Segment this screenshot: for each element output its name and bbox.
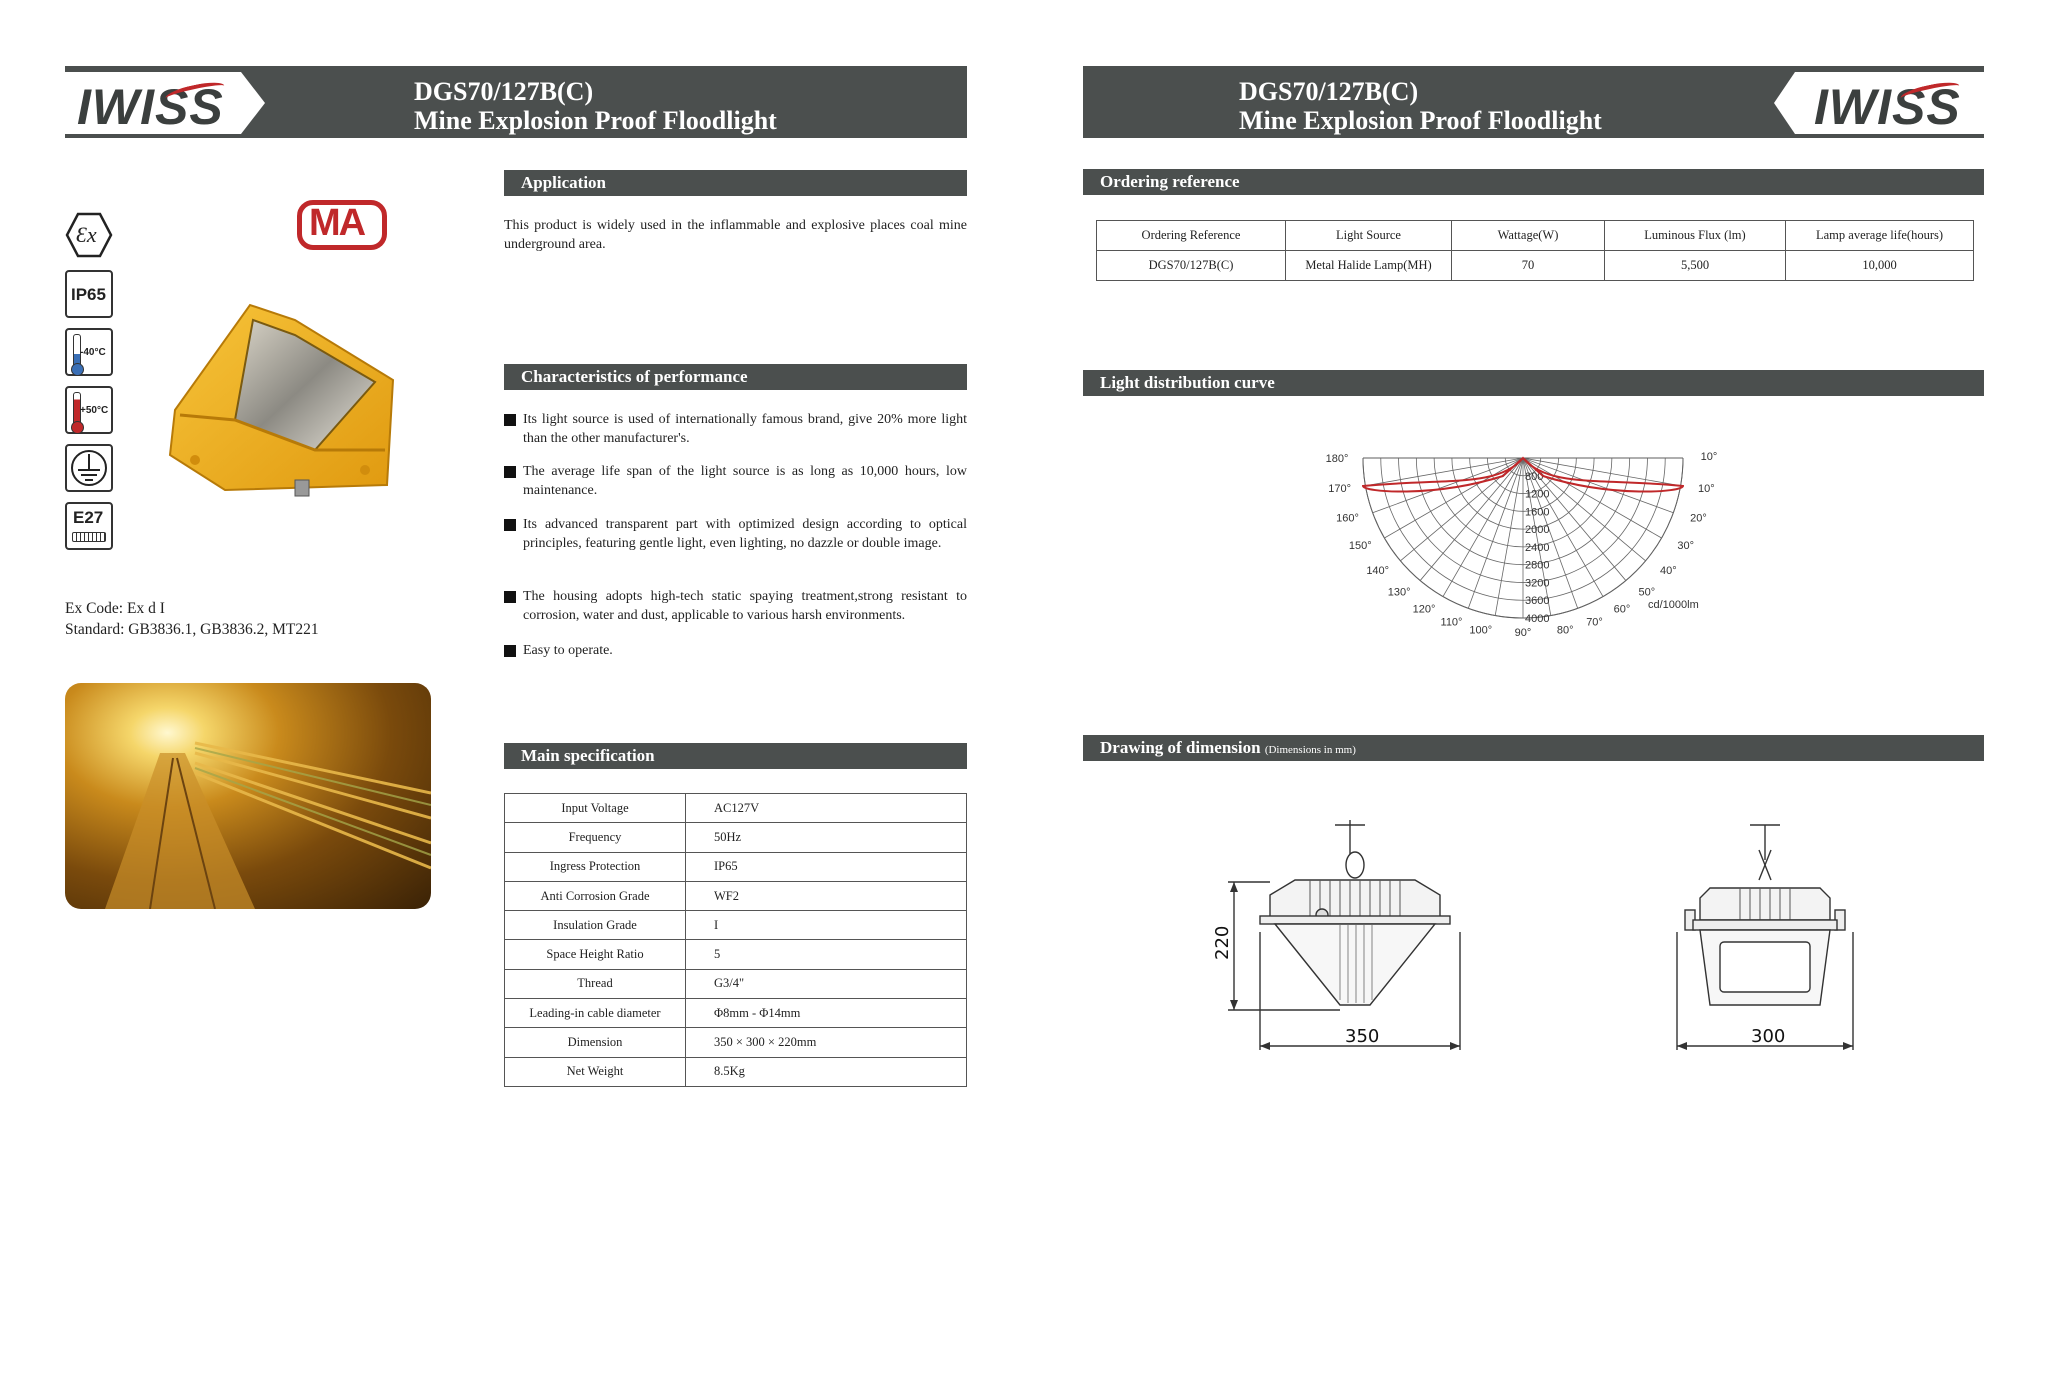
- polar-angle-label: 20°: [1690, 512, 1707, 525]
- standard-text: Standard: GB3836.1, GB3836.2, MT221: [65, 621, 319, 638]
- polar-radial-label: 2400: [1525, 541, 1550, 554]
- main-spec-table: [504, 793, 967, 1087]
- left-header-model: DGS70/127B(C): [414, 77, 594, 106]
- product-floodlight-image: [165, 300, 395, 510]
- polar-angle-label: 60°: [1613, 603, 1631, 616]
- ordering-cell: Metal Halide Lamp(MH): [1286, 251, 1452, 281]
- lamp-base-icon: [65, 502, 113, 550]
- spec-value: 50Hz: [686, 823, 967, 852]
- svg-text:Ɛx: Ɛx: [76, 222, 97, 247]
- ordering-header-cell: Wattage(W): [1452, 221, 1605, 251]
- mine-tunnel-photo: [65, 683, 431, 909]
- ordering-header-row: [1097, 221, 1974, 251]
- polar-radial-label: 3600: [1525, 595, 1550, 608]
- spec-row: [505, 1057, 967, 1086]
- spec-key: Ingress Protection: [505, 852, 686, 881]
- polar-angle-label: 160°: [1336, 512, 1359, 525]
- polar-angle-label: 80°: [1556, 624, 1574, 637]
- polar-angle-label: 180°: [1325, 453, 1349, 465]
- left-header-product-name: Mine Explosion Proof Floodlight: [414, 106, 777, 135]
- polar-angle-label: 40°: [1659, 564, 1677, 577]
- front-view-drawing: [1210, 820, 1490, 1060]
- ex-code-text: Ex Code: Ex d I: [65, 600, 165, 617]
- characteristic-item: Easy to operate.: [504, 641, 967, 660]
- ordering-table: [1096, 220, 1974, 281]
- right-header-product-name: Mine Explosion Proof Floodlight: [1239, 106, 1602, 135]
- height-label: 220: [1212, 925, 1233, 960]
- polar-angle-label: 130°: [1387, 586, 1411, 599]
- spec-row: [505, 881, 967, 910]
- right-header-model: DGS70/127B(C): [1239, 77, 1419, 106]
- right-brand-logo: IWISS: [1814, 79, 1961, 135]
- ordering-section-bar: Ordering reference: [1083, 169, 1984, 195]
- ordering-header-cell: Light Source: [1286, 221, 1452, 251]
- spec-row: [505, 911, 967, 940]
- polar-angle-label: 140°: [1366, 564, 1390, 577]
- left-header-title: [414, 77, 777, 135]
- polar-radial-label: 800: [1525, 470, 1544, 483]
- ex-mark-icon: [64, 210, 114, 260]
- spec-value: 8.5Kg: [686, 1057, 967, 1086]
- spec-value: 5: [686, 940, 967, 969]
- ground-icon: [65, 444, 113, 492]
- spec-key: Thread: [505, 969, 686, 998]
- width-front-label: 350: [1345, 1026, 1380, 1047]
- polar-unit-label: cd/1000lm: [1648, 599, 1699, 611]
- spec-key: Input Voltage: [505, 794, 686, 823]
- spec-key: Net Weight: [505, 1057, 686, 1086]
- light-distribution-diagram: [1313, 448, 1733, 648]
- application-text: This product is widely used in the inflammable and explosive places coal mine underground area.: [504, 218, 967, 252]
- characteristic-item: Its advanced transparent part with optimized design according to optical principles, featuring gentle light, even lighting, no dazzle or double image.: [504, 515, 967, 553]
- polar-angle-label: 150°: [1348, 540, 1372, 552]
- polar-angle-label: 90°: [1514, 627, 1532, 639]
- cold-temp-icon: [65, 328, 113, 376]
- ordering-header-cell: Ordering Reference: [1097, 221, 1286, 251]
- polar-radial-label: 1200: [1525, 488, 1550, 501]
- polar-angle-label: 100°: [1469, 624, 1493, 637]
- polar-angle-label: 120°: [1412, 603, 1436, 616]
- dimension-title: Drawing of dimension: [1100, 738, 1261, 757]
- polar-radial-label: 2000: [1525, 524, 1550, 537]
- dimension-section-bar: [1083, 735, 1984, 761]
- lamp-base-shape: [72, 532, 106, 542]
- polar-angle-label: 50°: [1638, 586, 1656, 599]
- characteristics-section-bar: Characteristics of performance: [504, 364, 967, 390]
- thermometer-cold-bulb: [71, 363, 84, 376]
- spec-row: [505, 823, 967, 852]
- polar-angle-label: 170°: [1328, 483, 1352, 496]
- spec-key: Anti Corrosion Grade: [505, 881, 686, 910]
- spec-value: G3/4": [686, 969, 967, 998]
- width-side-label: 300: [1751, 1026, 1786, 1047]
- polar-angle-label: 10°: [1700, 451, 1718, 463]
- polar-angle-label: 10°: [1698, 483, 1715, 496]
- spec-row: [505, 852, 967, 881]
- ordering-cell: 5,500: [1605, 251, 1786, 281]
- polar-radial-label: 4000: [1525, 613, 1550, 625]
- side-view-drawing: [1665, 820, 1865, 1060]
- polar-angle-label: 70°: [1586, 616, 1603, 629]
- ordering-cell: 70: [1452, 251, 1605, 281]
- hot-temp-icon: [65, 386, 113, 434]
- polar-angle-label: 30°: [1677, 540, 1695, 552]
- ordering-cell: 10,000: [1786, 251, 1974, 281]
- dimension-note: (Dimensions in mm): [1264, 744, 1356, 756]
- spec-value: 350 × 300 × 220mm: [686, 1028, 967, 1057]
- spec-key: Insulation Grade: [505, 911, 686, 940]
- characteristic-item: The housing adopts high-tech static spaying treatment,strong resistant to corrosion, water and dust, applicable to various harsh environments.: [504, 587, 967, 625]
- right-header-title: [1239, 77, 1602, 135]
- ma-certification-logo: [297, 200, 387, 250]
- application-section-bar: Application: [504, 170, 967, 196]
- lamp-base-label: E27: [73, 508, 104, 527]
- ordering-header-cell: Lamp average life(hours): [1786, 221, 1974, 251]
- polar-radial-label: 3200: [1525, 577, 1550, 590]
- ordering-header-cell: Luminous Flux (lm): [1605, 221, 1786, 251]
- spec-key: Dimension: [505, 1028, 686, 1057]
- characteristic-item: Its light source is used of internationally famous brand, give 20% more light than the other manufacturer's.: [504, 410, 967, 448]
- spec-value: IP65: [686, 852, 967, 881]
- spec-row: [505, 940, 967, 969]
- main-spec-section-bar: Main specification: [504, 743, 967, 769]
- spec-key: Leading-in cable diameter: [505, 999, 686, 1028]
- ma-logo-text: MA: [309, 202, 365, 244]
- ip-rating-icon: [65, 270, 113, 318]
- spec-value: Φ8mm - Φ14mm: [686, 999, 967, 1028]
- light-curve-section-bar: Light distribution curve: [1083, 370, 1984, 396]
- hot-temp-label: +50°C: [80, 405, 109, 416]
- spec-row: [505, 1028, 967, 1057]
- left-brand-logo: IWISS: [77, 79, 224, 135]
- spec-value: WF2: [686, 881, 967, 910]
- spec-key: Frequency: [505, 823, 686, 852]
- spec-row: [505, 794, 967, 823]
- spec-row: [505, 999, 967, 1028]
- thermometer-hot-bulb: [71, 421, 84, 434]
- spec-row: [505, 969, 967, 998]
- spec-value: I: [686, 911, 967, 940]
- spec-key: Space Height Ratio: [505, 940, 686, 969]
- polar-radial-label: 2800: [1525, 559, 1550, 572]
- ordering-cell: DGS70/127B(C): [1097, 251, 1286, 281]
- ip-rating-label: IP65: [71, 285, 106, 304]
- polar-radial-label: 1600: [1525, 506, 1550, 519]
- cold-temp-label: -40°C: [80, 347, 106, 358]
- characteristic-item: The average life span of the light source is as long as 10,000 hours, low maintenance.: [504, 462, 967, 500]
- polar-angle-label: 110°: [1440, 616, 1463, 629]
- ordering-data-row: [1097, 251, 1974, 281]
- spec-value: AC127V: [686, 794, 967, 823]
